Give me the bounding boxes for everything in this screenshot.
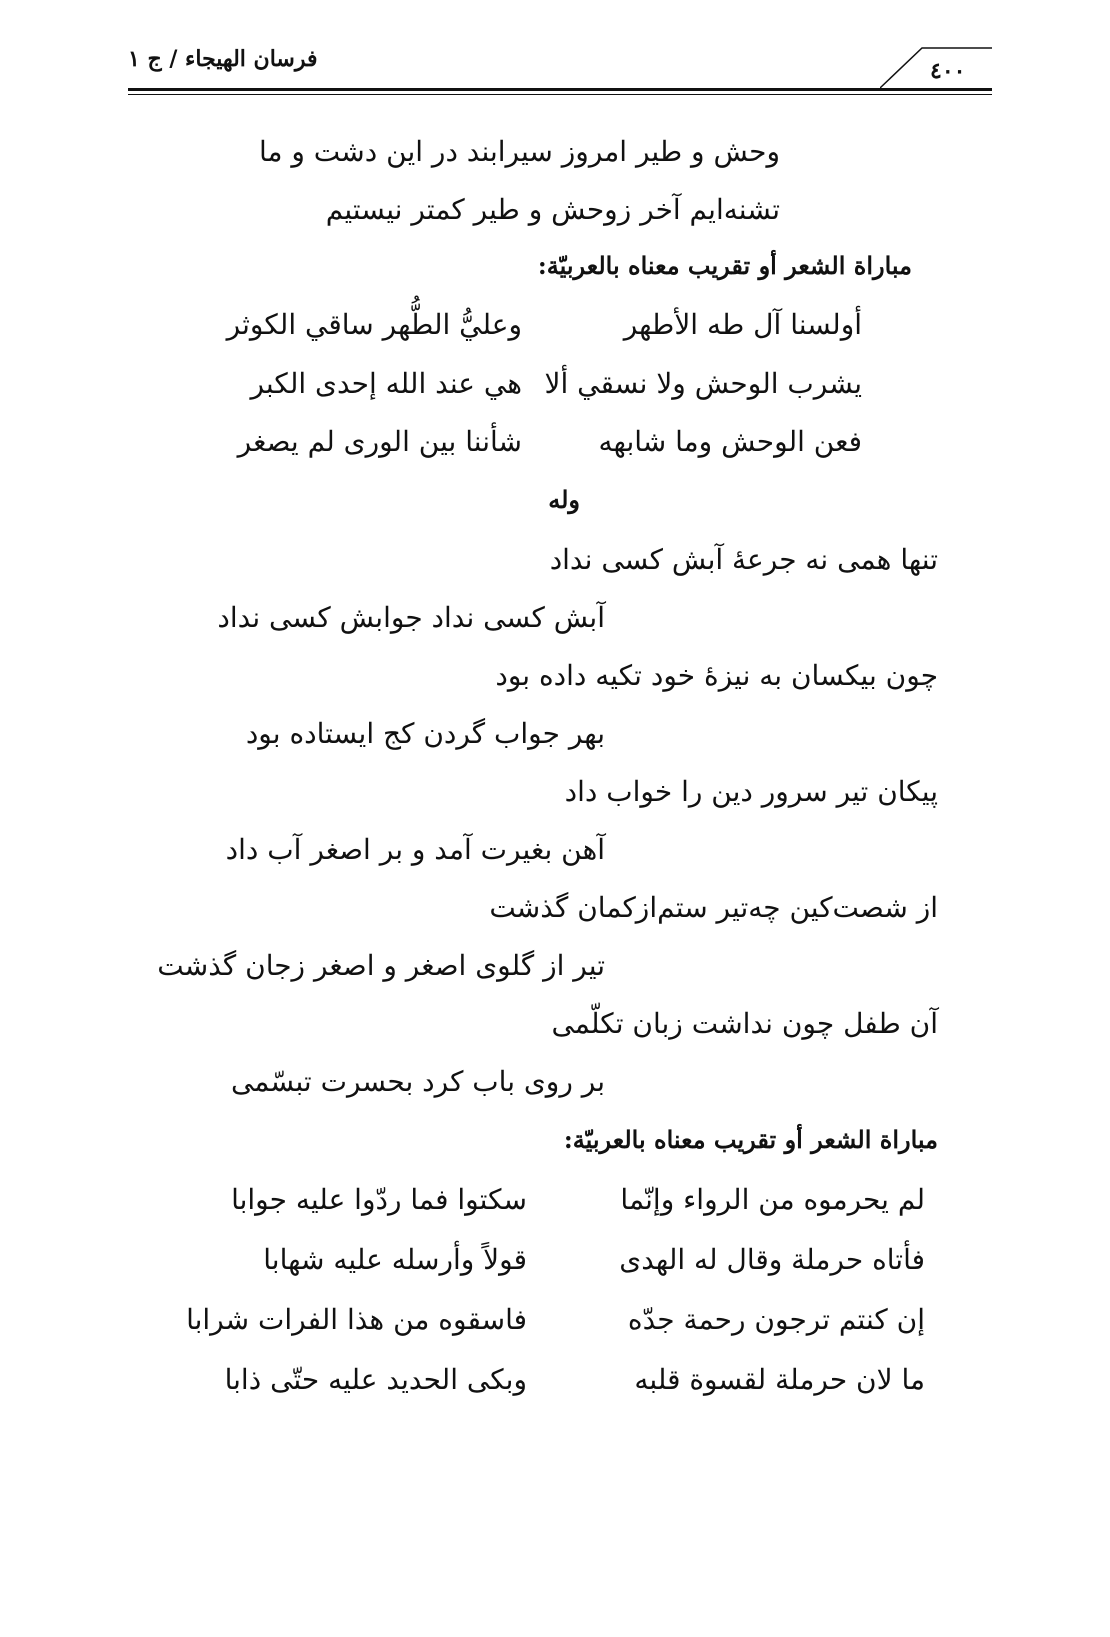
page-number: ٤٠٠ bbox=[930, 58, 966, 84]
header-rule-thin bbox=[128, 94, 992, 95]
verse-second-hemistich: سكتوا فما ردّوا عليه جوابا bbox=[231, 1183, 527, 1216]
verse-second-hemistich: قولاً وأرسله عليه شهابا bbox=[263, 1243, 527, 1276]
verse-second-hemistich: وعليُّ الطُّهر ساقي الكوثر bbox=[226, 308, 522, 341]
verse-first-hemistich: ما لان حرملة لقسوة قلبه bbox=[634, 1363, 925, 1396]
persian-verse-line: وحش و طير امروز سيرابند در اين دشت و ما bbox=[258, 135, 780, 168]
persian-verse-line: تنها همى نه جرعهٔ آبش كسى نداد bbox=[549, 543, 938, 576]
header-rule bbox=[128, 88, 992, 91]
section-title: وله bbox=[548, 485, 580, 514]
persian-verse-line: پيكان تير سرور دين را خواب داد bbox=[564, 775, 938, 808]
persian-verse-line: آبش كسى نداد جوابش كسى نداد bbox=[217, 601, 605, 634]
verse-second-hemistich: شأننا بين الورى لم يصغر bbox=[237, 425, 522, 458]
verse-second-hemistich: هي عند الله إحدى الكبر bbox=[250, 367, 522, 400]
persian-verse-line: چون بيكسان به نيزهٔ خود تكيه داده بود bbox=[495, 659, 938, 692]
persian-verse-line: تشنه‌ايم آخر زوحش و طير كمتر نيستيم bbox=[325, 193, 780, 226]
persian-verse-line: بر روى باب كرد بحسرت تبسّمى bbox=[230, 1065, 605, 1098]
verse-first-hemistich: أولسنا آل طه الأطهر bbox=[623, 308, 862, 341]
persian-verse-line: بهر جواب گردن كج ايستاده بود bbox=[245, 717, 605, 750]
verse-first-hemistich: فعن الوحش وما شابهه bbox=[598, 425, 862, 458]
section-heading: مباراة الشعر أو تقريب معناه بالعربيّة: bbox=[537, 251, 912, 280]
running-header-title: فرسان الهيجاء / ج ١ bbox=[128, 46, 318, 72]
section-heading: مباراة الشعر أو تقريب معناه بالعربيّة: bbox=[563, 1125, 938, 1154]
verse-first-hemistich: فأتاه حرملة وقال له الهدى bbox=[619, 1243, 925, 1276]
persian-verse-line: آن طفل چون نداشت زبان تكلّمى bbox=[551, 1007, 938, 1040]
persian-verse-line: آهن بغيرت آمد و بر اصغر آب داد bbox=[225, 833, 605, 866]
verse-first-hemistich: إن كنتم ترجون رحمة جدّه bbox=[627, 1303, 925, 1336]
verse-first-hemistich: لم يحرموه من الرواء وإنّما bbox=[620, 1183, 925, 1216]
persian-verse-line: از شصت‌كين چه‌تير ستم‌ازكمان گذشت bbox=[489, 891, 938, 924]
verse-second-hemistich: فاسقوه من هذا الفرات شرابا bbox=[186, 1303, 527, 1336]
verse-first-hemistich: يشرب الوحش ولا نسقي ألا bbox=[544, 367, 862, 400]
verse-second-hemistich: وبكى الحديد عليه حتّى ذابا bbox=[224, 1363, 527, 1396]
persian-verse-line: تير از گلوى اصغر و اصغر زجان گذشت bbox=[157, 949, 605, 982]
